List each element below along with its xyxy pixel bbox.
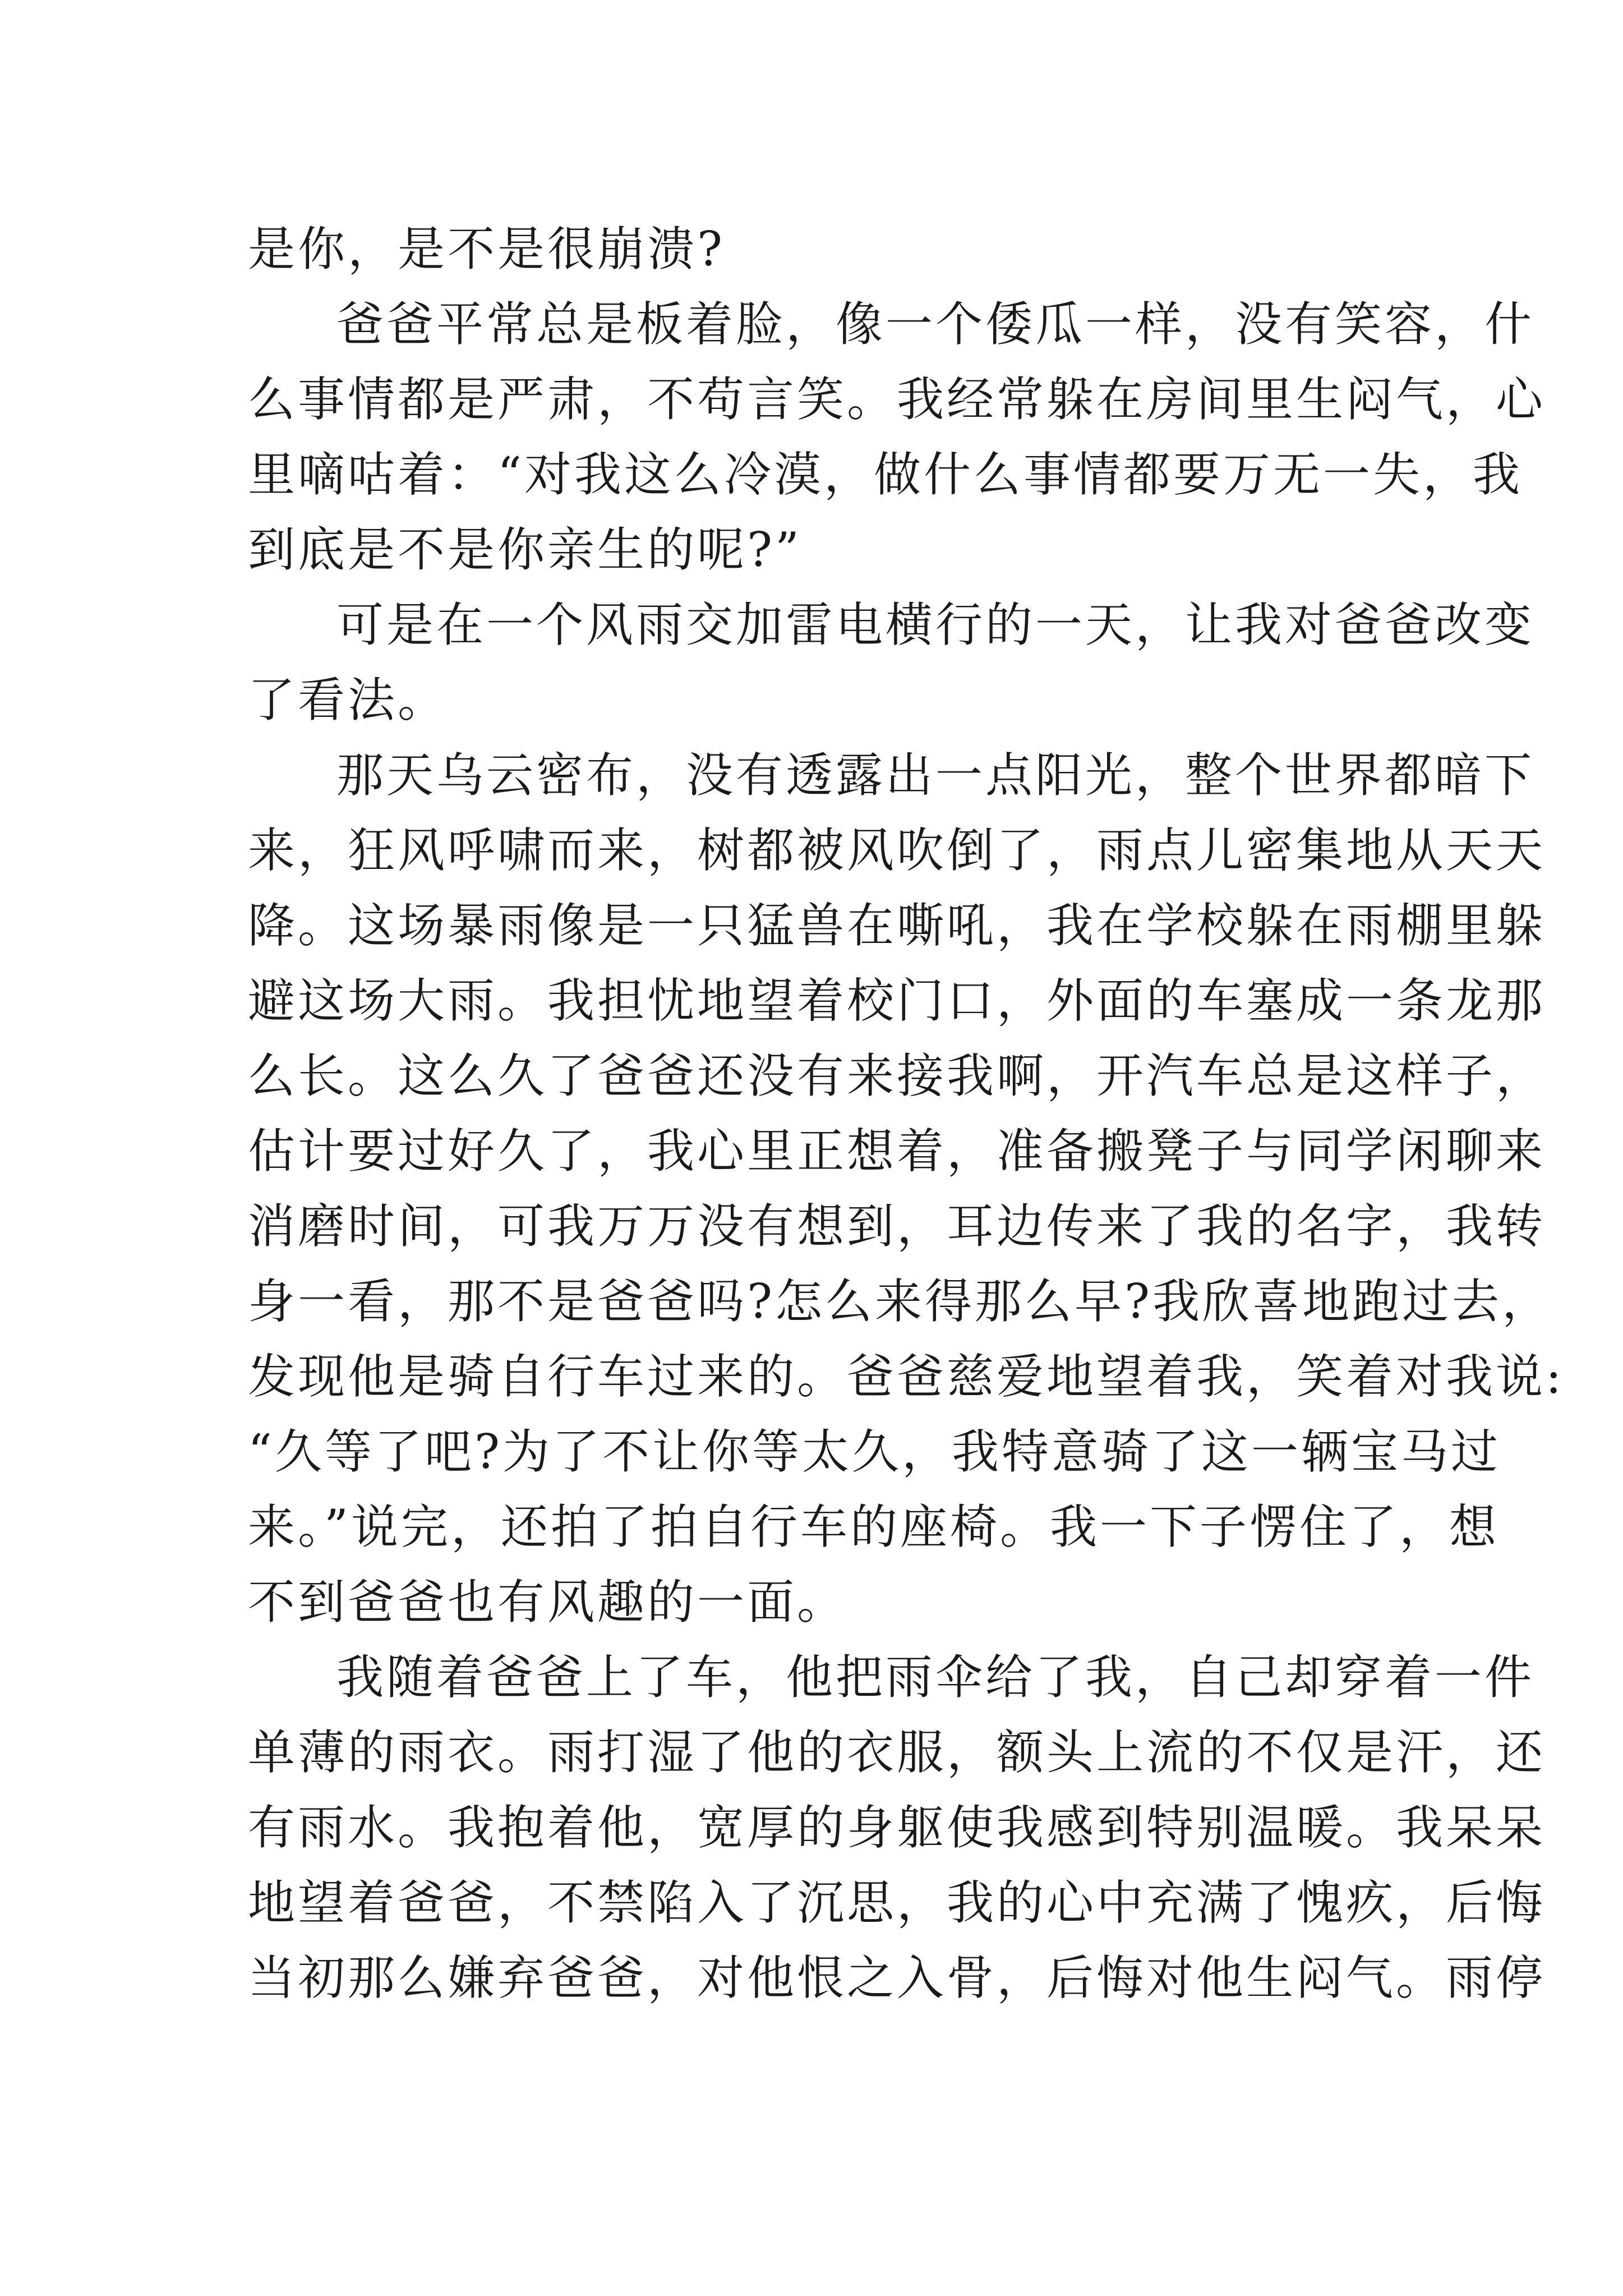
paragraph-first-line: 我随着爸爸上了车，他把雨伞给了我，自己却穿着一件 <box>336 1650 1535 1705</box>
text-line: 消磨时间，可我万万没有想到，耳边传来了我的名字，我转 <box>248 1199 1546 1254</box>
paragraph-first-line: 爸爸平常总是板着脸，像一个倭瓜一样，没有笑容，什 <box>336 297 1535 352</box>
text-line: 来，狂风呼啸而来，树都被风吹倒了，雨点儿密集地从天天 <box>248 823 1546 878</box>
text-line: “久等了吧?为了不让你等太久，我特意骑了这一辆宝马过 <box>248 1424 1501 1479</box>
text-line: 么长。这么久了爸爸还没有来接我啊，开汽车总是这样子， <box>248 1048 1546 1103</box>
text-line: 地望着爸爸，不禁陷入了沉思，我的心中充满了愧疚，后悔 <box>248 1875 1546 1930</box>
text-line: 降。这场暴雨像是一只猛兽在嘶吼，我在学校躲在雨棚里躲 <box>248 898 1546 953</box>
text-line: 了看法。 <box>248 673 448 728</box>
text-line: 来。”说完，还拍了拍自行车的座椅。我一下子愣住了，想 <box>248 1499 1499 1554</box>
text-line: 到底是不是你亲生的呢?” <box>248 522 802 577</box>
text-line: 里嘀咕着：“对我这么冷漠，做什么事情都要万无一失，我 <box>248 447 1523 502</box>
paragraph-first-line: 可是在一个风雨交加雷电横行的一天，让我对爸爸改变 <box>336 597 1535 652</box>
text-line: 当初那么嫌弃爸爸，对他恨之入骨，后悔对他生闷气。雨停 <box>248 1950 1546 2005</box>
text-line: 发现他是骑自行车过来的。爸爸慈爱地望着我，笑着对我说: <box>248 1349 1565 1404</box>
text-line: 估计要过好久了，我心里正想着，准备搬凳子与同学闲聊来 <box>248 1124 1546 1179</box>
text-line: 不到爸爸也有风趣的一面。 <box>248 1575 847 1630</box>
text-line: 是你，是不是很崩溃? <box>248 222 726 277</box>
text-line: 单薄的雨衣。雨打湿了他的衣服，额头上流的不仅是汗，还 <box>248 1725 1546 1780</box>
text-line: 有雨水。我抱着他，宽厚的身躯使我感到特别温暖。我呆呆 <box>248 1800 1546 1855</box>
text-line: 身一看，那不是爸爸吗?怎么来得那么早?我欣喜地跑过去， <box>248 1274 1552 1329</box>
text-line: 么事情都是严肃，不苟言笑。我经常躲在房间里生闷气，心 <box>248 372 1546 427</box>
paragraph-first-line: 那天乌云密布，没有透露出一点阳光，整个世界都暗下 <box>336 748 1535 803</box>
text-line: 避这场大雨。我担忧地望着校门口，外面的车塞成一条龙那 <box>248 973 1546 1028</box>
